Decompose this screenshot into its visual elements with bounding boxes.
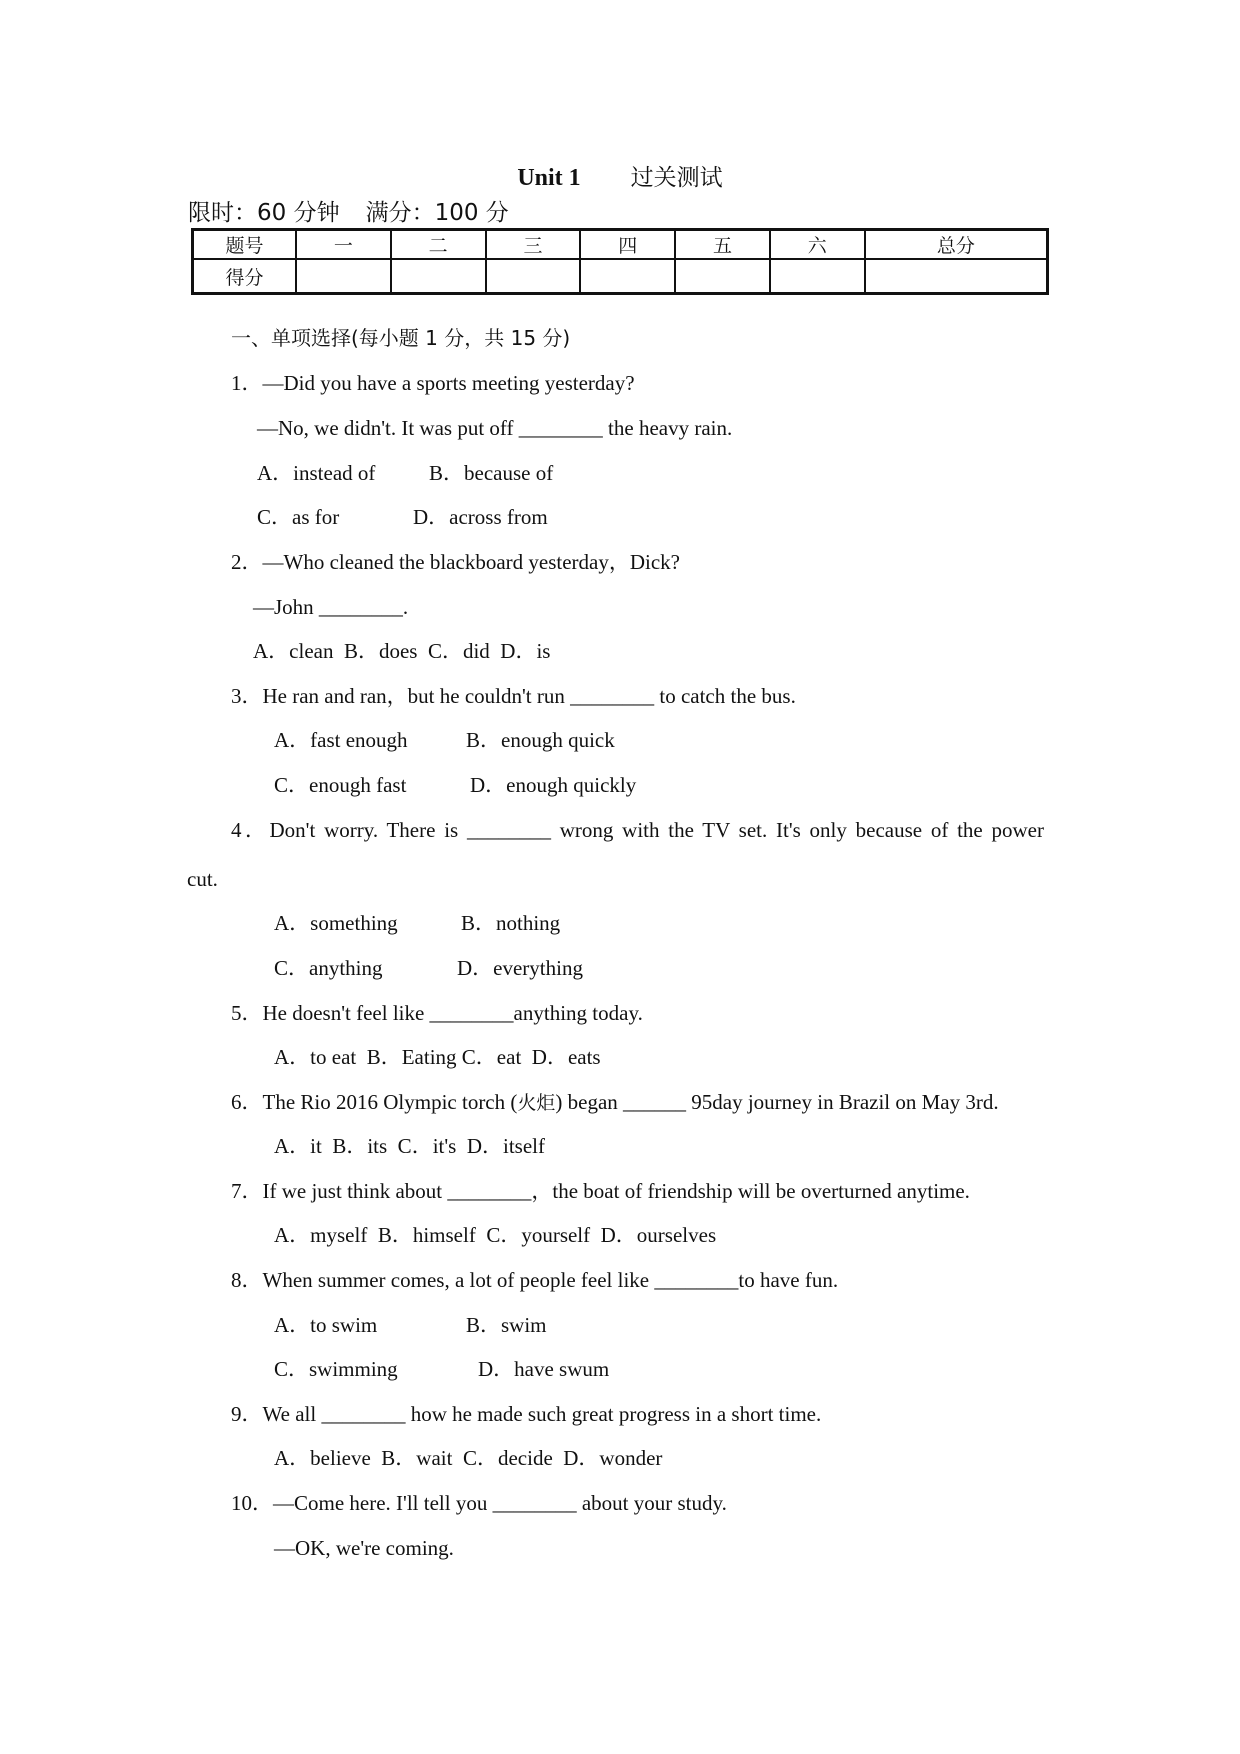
score-cell xyxy=(580,259,675,294)
question-2-options: A．clean B．does C．did D．is xyxy=(253,639,551,663)
question-2: 2．—Who cleaned the blackboard yesterday，Dick? xyxy=(231,550,680,574)
question-6-chinese: 火炬 xyxy=(517,1092,556,1114)
option-c: C．anything xyxy=(274,956,383,980)
full-score: 满分：100 分 xyxy=(365,200,509,226)
score-cell xyxy=(770,259,865,294)
question-10: 10．—Come here. I'll tell you ________ about your study. xyxy=(231,1491,727,1515)
score-table xyxy=(191,228,1049,295)
header-cell: 五 xyxy=(675,230,770,260)
option-a: A．instead of xyxy=(257,461,376,485)
header-cell: 六 xyxy=(770,230,865,260)
question-5-options: A．to eat B．Eating C．eat D．eats xyxy=(274,1045,601,1069)
score-cell xyxy=(391,259,486,294)
question-4: 4．Don't worry. There is ________ wrong with the TV set. It's only because of the power xyxy=(231,818,1044,842)
option-d: D．across from xyxy=(413,505,548,529)
time-limit: 限时：60 分钟 xyxy=(188,200,340,226)
time-limit-line xyxy=(188,196,509,230)
question-6-text: 6．The Rio 2016 Olympic torch ( xyxy=(231,1090,518,1114)
question-9-options: A．believe B．wait C．decide D．wonder xyxy=(274,1446,663,1470)
question-7: 7．If we just think about ________，the boat of friendship will be overturned anytime. xyxy=(231,1179,970,1203)
question-6-options: A．it B．its C．it's D．itself xyxy=(274,1134,545,1158)
option-a: A．something xyxy=(274,911,398,935)
header-cell: 总分 xyxy=(865,230,1048,260)
section-title: 一、单项选择(每小题 1 分，共 15 分) xyxy=(231,326,571,350)
question-2-response: —John ________. xyxy=(253,595,409,619)
question-3: 3．He ran and ran，but he couldn't run ________ to catch the bus. xyxy=(231,684,796,708)
test-name: 过关测试 xyxy=(630,165,723,191)
header-cell: 题号 xyxy=(193,230,297,260)
unit-label: Unit 1 xyxy=(517,165,581,191)
option-b: B．because of xyxy=(429,461,554,485)
question-6-text-end: ) began ______ 95day journey in Brazil on May 3rd. xyxy=(555,1090,999,1114)
score-table-header-row xyxy=(193,230,1048,260)
option-b: B．enough quick xyxy=(466,728,615,752)
question-4-continued: cut. xyxy=(187,867,218,891)
option-b: B．nothing xyxy=(461,911,561,935)
question-7-options: A．myself B．himself C．yourself D．ourselves xyxy=(274,1223,717,1247)
score-cell xyxy=(865,259,1048,294)
score-cell xyxy=(486,259,581,294)
option-a: A．to swim xyxy=(274,1313,378,1337)
header-cell: 三 xyxy=(486,230,581,260)
header-cell: 一 xyxy=(296,230,391,260)
question-1: 1．—Did you have a sports meeting yesterday? xyxy=(231,371,635,395)
header-cell: 二 xyxy=(391,230,486,260)
option-c: C．swimming xyxy=(274,1357,398,1381)
option-b: B．swim xyxy=(466,1313,547,1337)
option-c: C．as for xyxy=(257,505,340,529)
score-cell xyxy=(296,259,391,294)
question-5: 5．He doesn't feel like ________anything today. xyxy=(231,1001,643,1025)
option-d: D．enough quickly xyxy=(470,773,637,797)
score-row-label: 得分 xyxy=(193,259,297,294)
header-cell: 四 xyxy=(580,230,675,260)
score-cell xyxy=(675,259,770,294)
question-1-response: —No, we didn't. It was put off ________ the heavy rain. xyxy=(257,416,733,440)
option-a: A．fast enough xyxy=(274,728,408,752)
page-title xyxy=(0,160,1240,196)
score-table-score-row xyxy=(193,259,1048,294)
question-9: 9．We all ________ how he made such great progress in a short time. xyxy=(231,1402,822,1426)
option-d: D．have swum xyxy=(478,1357,610,1381)
question-8: 8．When summer comes, a lot of people feel like ________to have fun. xyxy=(231,1268,839,1292)
question-6 xyxy=(231,1086,999,1119)
option-c: C．enough fast xyxy=(274,773,407,797)
option-d: D．everything xyxy=(457,956,583,980)
question-10-response: —OK, we're coming. xyxy=(274,1536,454,1560)
